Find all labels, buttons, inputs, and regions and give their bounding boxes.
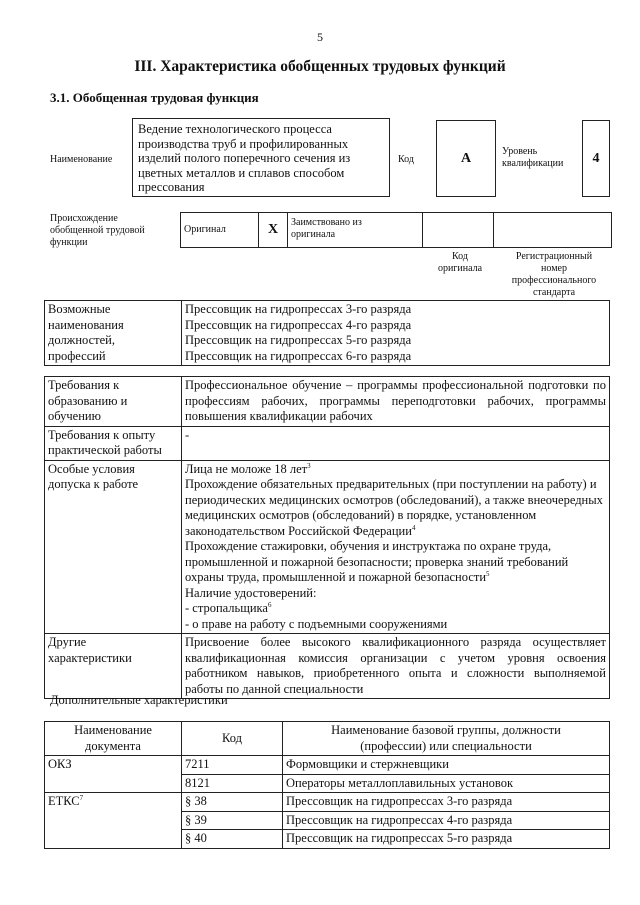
borrowed-cell [288,213,423,248]
name-line: производства труб и профилированных [138,136,349,151]
label-line: наименования [48,317,124,332]
header-line: (профессии) или специальности [360,738,532,753]
special-text [182,460,610,634]
row-name: Операторы металлоплавильных установок [283,774,610,793]
special-age [185,462,606,478]
origin-reg-cell [494,213,612,248]
origin-label-line: обобщенной трудовой [50,225,145,236]
header-line: документа [85,738,141,753]
education-label [45,377,182,427]
caption-line: Регистрационный [515,251,593,262]
header-line: Наименование базовой группы, должности [331,723,561,737]
table-row [45,793,610,812]
special-cert-2: - о праве на работу с подъемными сооружениями [185,616,448,631]
special-medical-text: Прохождение обязательных предварительных (при поступлении на работу) и периодических медицинских осмотров (обследований), а также внеочередных медицинских осмотров (обследований) в порядке, установленном законодательством Российской Федерации [185,477,603,538]
caption-line: оригинала [437,263,483,274]
name-line: изделий полого поперечного сечения из [138,151,351,165]
special-label [45,460,182,634]
label-line: Особые условия [48,461,135,476]
origin-table [180,212,612,248]
label-line: должностей, [48,333,115,347]
row-name: Прессовщик на гидропрессах 4-го разряда [283,811,610,830]
row-code: 8121 [182,774,283,793]
position-item: Прессовщик на гидропрессах 3-го разряда [185,302,412,316]
col-header-doc [45,722,182,756]
experience-label [45,426,182,460]
header-line: Наименование [74,723,152,737]
page-number: 5 [317,30,323,44]
origin-label [50,213,145,249]
special-certs: Наличие удостоверений: [185,585,317,600]
special-medical [185,477,606,539]
origin-label-line: функции [50,237,88,248]
level-label-line: Уровень [502,146,538,157]
caption-line: номер [541,263,567,274]
level-value: 4 [592,150,600,166]
okz-label: ОКЗ [45,756,182,793]
name-value-box [132,118,390,197]
footnote-ref: 6 [267,600,272,609]
special-cert-1 [185,601,606,617]
label-line: обучению [48,409,101,423]
label-line: Требования к опыту [48,427,156,442]
col-header-code: Код [182,722,283,756]
row-name: Прессовщик на гидропрессах 5-го разряда [283,830,610,849]
other-label [45,634,182,699]
level-label-line: квалификации [502,158,564,169]
caption-line: Код [452,251,468,262]
additional-title: Дополнительные характеристики [50,693,228,707]
label-line: допуска к работе [48,477,139,491]
name-line: Ведение технологического процесса [138,122,332,136]
col-header-name [283,722,610,756]
footnote-ref: 4 [411,523,416,532]
positions-values [182,301,610,366]
code-label: Код [398,154,414,165]
original-mark: X [259,213,288,248]
level-value-box [582,120,610,197]
special-cert-1-text: - стропальщика [185,601,268,615]
other-text: Присвоение более высокого квалификационного разряда осуществляет квалификационная комиссия организации с учетом уровня освоения работником навыков, приобретенного опыта и сложности выполняемой работы по данной специальности [182,634,610,699]
position-item: Прессовщик на гидропрессах 4-го разряда [185,317,412,332]
row-name: Прессовщик на гидропрессах 3-го разряда [283,793,610,812]
origin-label-line: Происхождение [50,213,118,224]
borrowed-line: Заимствовано из [291,217,362,228]
experience-text: - [182,426,610,460]
level-label [502,146,563,170]
label-line: Другие [48,635,87,649]
code-value: А [460,150,472,166]
footnote-ref: 7 [79,793,84,802]
origin-reg-caption [496,251,612,299]
label-line: Требования к [48,378,120,392]
label-line: Возможные [48,302,111,316]
section-title: III. Характеристика обобщенных трудовых функций [134,58,506,75]
subsection-title: 3.1. Обобщенная трудовая функция [50,90,259,105]
etks-label [45,793,182,849]
requirements-table [44,376,610,699]
label-line: характеристики [48,650,132,665]
caption-line: профессионального [511,275,597,286]
borrowed-line: оригинала [291,229,336,240]
row-code: § 40 [182,830,283,849]
name-line: прессования [138,180,205,194]
etks-label-text: ЕТКС [48,794,80,808]
special-training [185,539,606,586]
name-label: Наименование [50,154,113,165]
education-text: Профессиональное обучение – программы профессиональной подготовки по профессиям рабочих, программы переподготовки рабочих, программы повышения квалификации рабочих [182,377,610,427]
special-training-text: Прохождение стажировки, обучения и инструктажа по охране труда, промышленной и пожарной безопасности; проверка знаний требований охраны труда, промышленной и пожарной безопасности [185,539,569,584]
position-item: Прессовщик на гидропрессах 6-го разряда [185,348,412,363]
footnote-ref: 3 [307,461,311,470]
table-row [45,756,610,775]
special-age-text: Лица не моложе 18 лет [185,461,308,476]
position-item: Прессовщик на гидропрессах 5-го разряда [185,333,412,347]
footnote-ref: 5 [486,569,490,578]
origin-code-cell [423,213,494,248]
label-line: образованию и [48,393,128,408]
row-code: 7211 [182,756,283,775]
positions-label [45,301,182,366]
additional-table [44,721,610,849]
row-name: Формовщики и стержневщики [283,756,610,775]
label-line: профессий [48,348,106,363]
positions-table [44,300,610,366]
caption-line: стандарта [532,287,576,298]
name-line: цветных металлов и сплавов способом [138,165,345,180]
row-code: § 38 [182,793,283,812]
origin-code-caption [430,251,490,275]
row-code: § 39 [182,811,283,830]
code-value-box [436,120,496,197]
original-label: Оригинал [181,213,259,248]
label-line: практической работы [48,443,162,457]
